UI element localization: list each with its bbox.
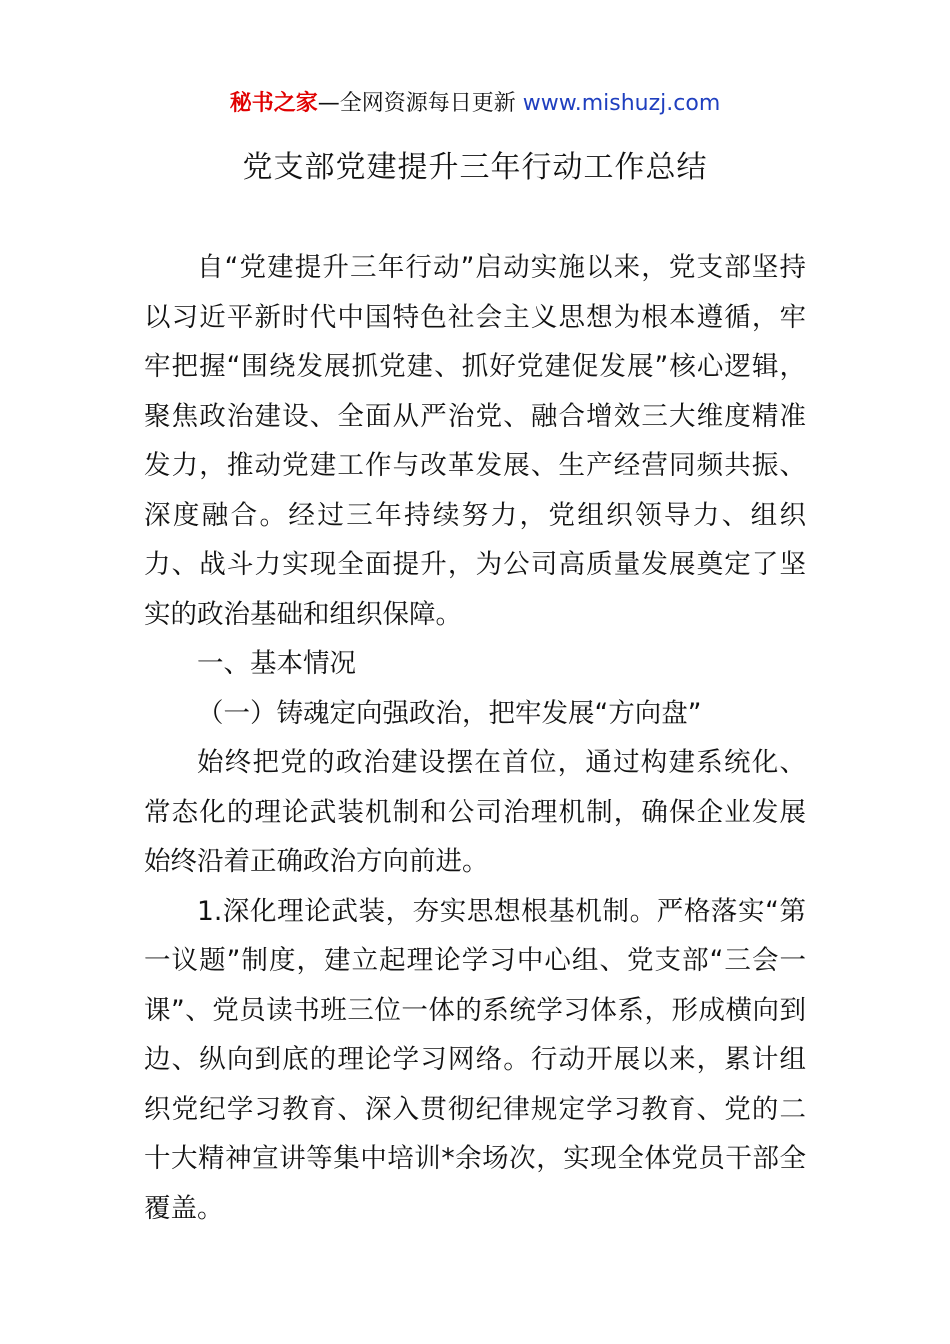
site-url-link[interactable]: www.mishuzj.com <box>522 91 721 116</box>
site-header <box>0 88 950 120</box>
document-body <box>144 243 806 1233</box>
item-paragraph: 1.深化理论武装，夯实思想根基机制。严格落实“第一议题”制度，建立起理论学习中心组、党支部“三会一课”、党员读书班三位一体的系统学习体系，形成横向到边、纵向到底的理论学习网络。行动开展以来，累计组织党纪学习教育、深入贯彻纪律规定学习教育、党的二十大精神宣讲等集中培训*余场次，实现全体党员干部全覆盖。 <box>144 895 806 1224</box>
subsection-heading: （一）铸魂定向强政治，把牢发展“方向盘” <box>197 697 702 729</box>
subsection-paragraph: 始终把党的政治建设摆在首位，通过构建系统化、常态化的理论武装机制和公司治理机制，确保企业发展始终沿着正确政治方向前进。 <box>144 747 806 877</box>
section-heading: 一、基本情况 <box>197 648 356 679</box>
header-tagline: —全网资源每日更新 <box>317 91 523 116</box>
document-title: 党支部党建提升三年行动工作总结 <box>242 150 708 185</box>
intro-paragraph: 自“党建提升三年行动”启动实施以来，党支部坚持以习近平新时代中国特色社会主义思想为根本遵循，牢牢把握“围绕发展抓党建、抓好党建促发展”核心逻辑，聚焦政治建设、全面从严治党、融合增效三大维度精准发力，推动党建工作与改革发展、生产经营同频共振、深度融合。经过三年持续努力，党组织领导力、组织力、战斗力实现全面提升，为公司高质量发展奠定了坚实的政治基础和组织保障。 <box>144 252 806 630</box>
brand-name: 秘书之家 <box>229 91 318 116</box>
